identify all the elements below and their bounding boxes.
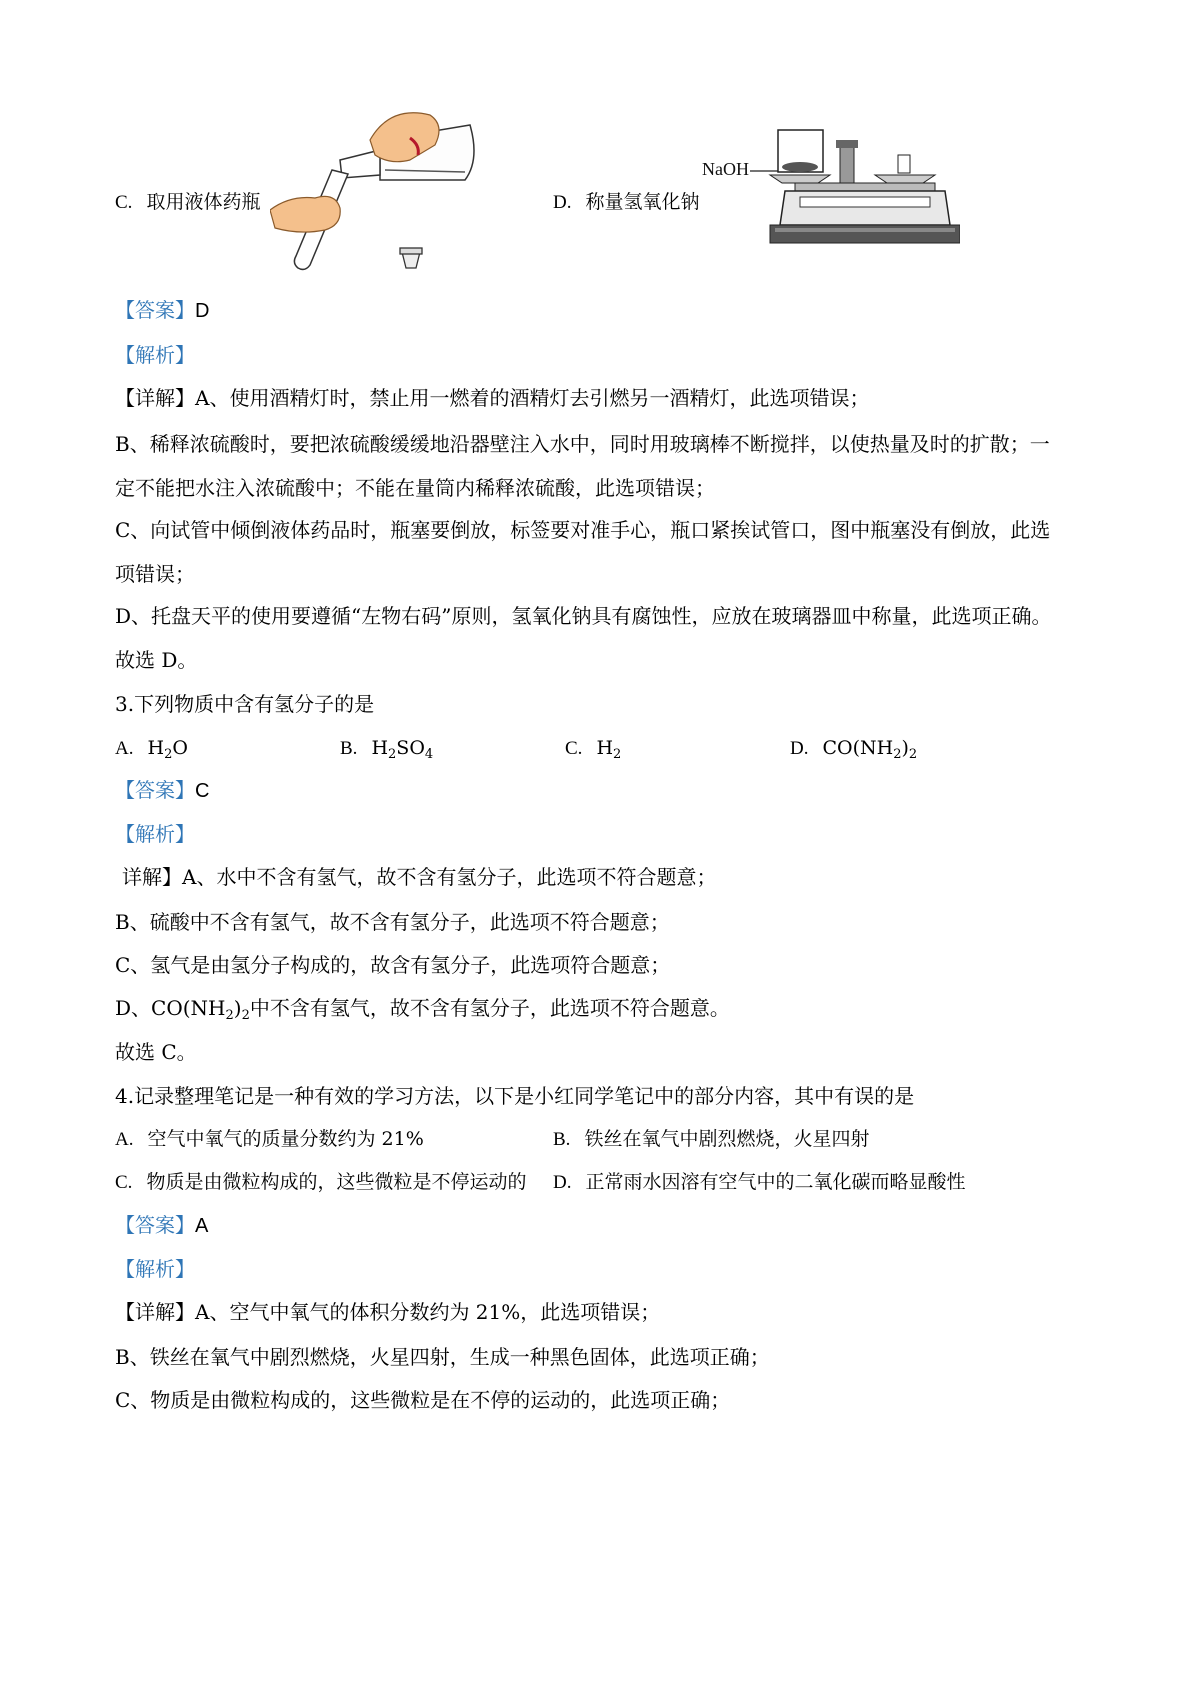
option-b: B. 铁丝在氧气中剧烈燃烧，火星四射 bbox=[553, 1128, 870, 1150]
answer-tag: 【答案】 bbox=[115, 298, 195, 322]
bottle-stopper bbox=[400, 248, 422, 268]
detail-line: C、向试管中倾倒液体药品时，瓶塞要倒放，标签要对准手心，瓶口紧挨试管口，图中瓶塞没有倒放，此选 bbox=[115, 518, 1051, 542]
detail-line: 定不能把水注入浓硫酸中；不能在量筒内稀释浓硫酸，此选项错误； bbox=[115, 476, 715, 500]
answer-tag: 【答案】 bbox=[115, 1213, 195, 1237]
detail-line: 【详解】A、空气中氧气的体积分数约为 21%，此选项错误； bbox=[115, 1300, 661, 1324]
naoh-label: NaOH bbox=[702, 159, 749, 179]
option-d: D. $CO(NH_2)_2$ bbox=[790, 737, 918, 762]
option-a: A. $H_2O$ bbox=[115, 737, 188, 762]
hand-lower bbox=[270, 196, 340, 232]
option-letter: C. bbox=[115, 192, 133, 213]
option-d bbox=[553, 188, 700, 217]
option-b: B. $H_2SO_4$ bbox=[340, 737, 434, 762]
answer-line bbox=[115, 776, 209, 805]
conclusion: 故选 C。 bbox=[115, 1040, 197, 1064]
option-text: 称量氢氧化钠 bbox=[585, 191, 700, 213]
answer-tag: 【答案】 bbox=[115, 778, 195, 802]
answer-value: A bbox=[195, 1215, 209, 1237]
question-stem: 4.记录整理笔记是一种有效的学习方法，以下是小红同学笔记中的部分内容，其中有误的是 bbox=[115, 1084, 915, 1108]
option-d: D. 正常雨水因溶有空气中的二氧化碳而略显酸性 bbox=[553, 1171, 966, 1193]
detail-line: 详解】A、水中不含有氢气，故不含有氢分子，此选项不符合题意； bbox=[122, 865, 717, 889]
detail-line: B、铁丝在氧气中剧烈燃烧，火星四射，生成一种黑色固体，此选项正确； bbox=[115, 1345, 770, 1369]
option-a: A. 空气中氧气的质量分数约为 21% bbox=[115, 1128, 424, 1150]
question-stem: 3.下列物质中含有氢分子的是 bbox=[115, 692, 375, 716]
analysis-tag: 【解析】 bbox=[115, 343, 195, 367]
balance-illustration bbox=[700, 125, 960, 255]
weight bbox=[898, 155, 910, 173]
detail-line: B、稀释浓硫酸时，要把浓硫酸缓缓地沿器壁注入水中，同时用玻璃棒不断搅拌，以使热量及时的扩散；一 bbox=[115, 432, 1050, 456]
option-letter: D. bbox=[553, 192, 572, 213]
answer-line bbox=[115, 1211, 208, 1240]
answer-line bbox=[115, 296, 209, 325]
analysis-tag: 【解析】 bbox=[115, 1257, 195, 1281]
answer-value: C bbox=[195, 780, 210, 802]
option-c: C. 物质是由微粒构成的，这些微粒是不停运动的 bbox=[115, 1171, 527, 1193]
pouring-liquid-illustration bbox=[270, 100, 490, 300]
detail-line: C、氢气是由氢分子构成的，故含有氢分子，此选项符合题意； bbox=[115, 953, 671, 977]
detail-line: D、$CO(NH_2)_2$中不含有氢气，故不含有氢分子，此选项不符合题意。 bbox=[115, 996, 730, 1023]
answer-value: D bbox=[195, 300, 210, 322]
detail-line: 项错误； bbox=[115, 562, 195, 586]
option-c bbox=[115, 188, 260, 217]
detail-line: C、物质是由微粒构成的，这些微粒是在不停的运动的，此选项正确； bbox=[115, 1388, 731, 1412]
detail-line: B、硫酸中不含有氢气，故不含有氢分子，此选项不符合题意； bbox=[115, 910, 670, 934]
option-c: C. $H_2$ bbox=[565, 737, 622, 762]
detail-line: 【详解】A、使用酒精灯时，禁止用一燃着的酒精灯去引燃另一酒精灯，此选项错误； bbox=[115, 386, 870, 410]
conclusion: 故选 D。 bbox=[115, 648, 198, 672]
analysis-tag: 【解析】 bbox=[115, 822, 195, 846]
detail-line: D、托盘天平的使用要遵循“左物右码”原则，氢氧化钠具有腐蚀性，应放在玻璃器皿中称量，此选项正确。 bbox=[115, 604, 1052, 628]
option-text: 取用液体药瓶 bbox=[146, 191, 261, 213]
